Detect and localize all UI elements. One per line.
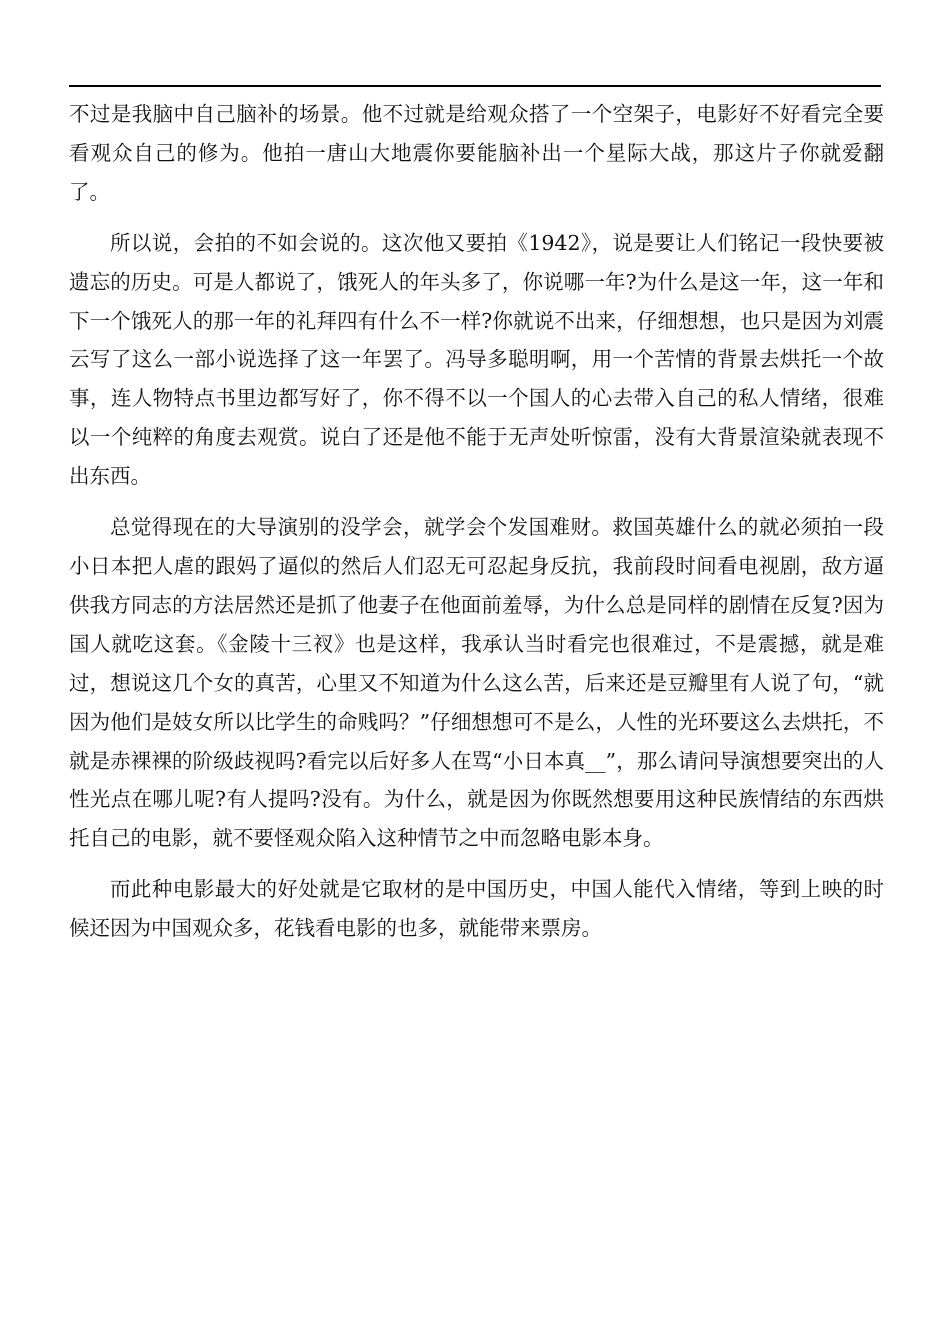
paragraph: 而此种电影最大的好处就是它取材的是中国历史，中国人能代入情绪，等到上映的时候还因为中国观众多，花钱看电影的也多，就能带来票房。 <box>69 877 884 941</box>
paragraph: 所以说，会拍的不如会说的。这次他又要拍《1942》，说是要让人们铭记一段快要被遗忘的历史。可是人都说了，饿死人的年头多了，你说哪一年?为什么是这一年，这一年和下一个饿死人的那一年的礼拜四有什么不一样?你就说不出来，仔细想想，也只是因为刘震云写了这么一部小说选择了这一年罢了。冯导多聪明啊，用一个苦情的背景去烘托一个故事，连人物特点书里边都写好了，你不得不以一个国人的心去带入自己的私人情绪，很难以一个纯粹的角度去观赏。说白了还是他不能于无声处听惊雷，没有大背景渲染就表现不出东西。 <box>69 230 884 489</box>
document-body <box>69 95 884 960</box>
paragraph-continued: 不过是我脑中自己脑补的场景。他不过就是给观众搭了一个空架子，电影好不好看完全要看观众自己的修为。他拍一唐山大地震你要能脑补出一个星际大战，那这片子你就爱翻了。 <box>69 102 884 204</box>
header-rule <box>69 85 881 87</box>
paragraph: 总觉得现在的大导演别的没学会，就学会个发国难财。救国英雄什么的就必须拍一段小日本把人虐的跟妈了逼似的然后人们忍无可忍起身反抗，我前段时间看电视剧，敌方逼供我方同志的方法居然还是抓了他妻子在他面前羞辱，为什么总是同样的剧情在反复?因为国人就吃这套。《金陵十三衩》也是这样，我承认当时看完也很难过，不是震撼，就是难过，想说这几个女的真苦，心里又不知道为什么这么苦，后来还是豆瓣里有人说了句，“就因为他们是妓女所以比学生的命贱吗？”仔细想想可不是么，人性的光环要这么去烘托，不就是赤裸裸的阶级歧视吗?看完以后好多人在骂“小日本真__”，那么请问导演想要突出的人性光点在哪儿呢?有人提吗?没有。为什么，就是因为你既然想要用这种民族情结的东西烘托自己的电影，就不要怪观众陷入这种情节之中而忽略电影本身。 <box>69 515 884 851</box>
